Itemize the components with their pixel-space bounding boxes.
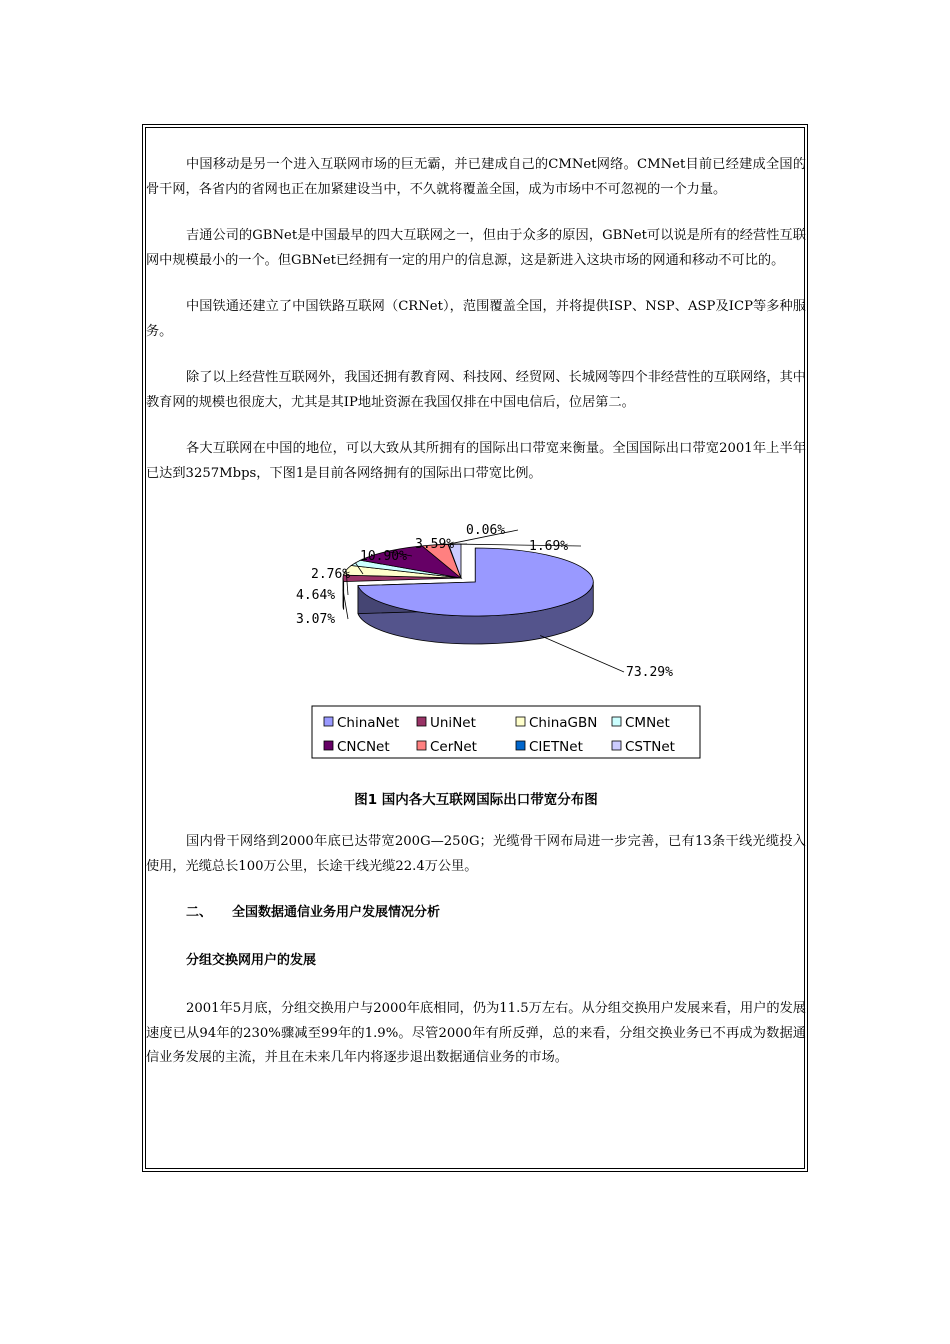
pie-label-chinanet: 73.29% [626,665,673,680]
legend-swatch-chinagbn [516,717,525,726]
pie-label-cernet: 3.59% [415,537,455,552]
legend-label-chinanet: ChinaNet [337,715,400,731]
section-title: 全国数据通信业务用户发展情况分析 [232,905,441,920]
bandwidth-pie-chart [146,498,806,770]
paragraph-gbnet: 吉通公司的GBNet是中国最早的四大互联网之一，但由于众多的原因，GBNet可以说是所有的经营性互联网中规模最小的一个。但GBNet已经拥有一定的用户的信息源，这是新进入这块市场的网通和移动不可比的。 [146,228,806,268]
subheading: 分组交换网用户的发展 [186,953,317,968]
paragraph-bandwidth-intro: 各大互联网在中国的地位，可以大致从其所拥有的国际出口带宽来衡量。全国国际出口带宽2001年上半年已达到3257Mbps，下图1是目前各网络拥有的国际出口带宽比例。 [146,441,806,481]
pie-label-uninet: 3.07% [296,612,336,627]
pie-label-cncnet: 10.90% [360,549,407,564]
pie-label-cstnet: 1.69% [529,539,569,554]
legend-swatch-uninet [417,717,426,726]
pie-label-chinagbn: 4.64% [296,588,336,603]
pie-label-cietnet: 0.06% [466,523,506,538]
legend-label-chinagbn: ChinaGBN [529,715,598,731]
pie-label-cmnet: 2.76% [311,567,351,582]
paragraph-nonprofit-networks: 除了以上经营性互联网外，我国还拥有教育网、科技网、经贸网、长城网等四个非经营性的互联网络，其中教育网的规模也很庞大，尤其是其IP地址资源在我国仅排在中国电信后，位居第二。 [146,370,806,410]
legend-label-cmnet: CMNet [625,715,670,731]
legend-label-uninet: UniNet [430,715,476,731]
legend-swatch-cstnet [612,741,621,750]
section-heading [186,901,806,925]
figure-caption: 图1 国内各大互联网国际出口带宽分布图 [354,792,598,808]
paragraph-backbone: 国内骨干网络到2000年底已达带宽200G—250G；光缆骨干网布局进一步完善，已有13条干线光缆投入使用，光缆总长100万公里，长途干线光缆22.4万公里。 [146,834,806,874]
legend-label-cernet: CerNet [430,739,477,755]
legend-label-cstnet: CSTNet [625,739,675,755]
paragraph-packet-switching: 2001年5月底，分组交换用户与2000年底相同，仍为11.5万左右。从分组交换用户发展来看，用户的发展速度已从94年的230%骤减至99年的1.9%。尽管2000年有所反弹，总的来看，分组交换业务已不再成为数据通信业务发展的主流，并且在未来几年内将逐步退出数据通信业务的市场。 [146,1001,806,1065]
pie-chart-svg [146,498,806,770]
legend-swatch-cncnet [324,741,333,750]
section-number: 二、 [186,905,213,920]
legend-swatch-cernet [417,741,426,750]
pie-leader-chinanet [540,636,624,672]
legend-swatch-chinanet [324,717,333,726]
paragraph-cmnet: 中国移动是另一个进入互联网市场的巨无霸，并已建成自己的CMNet网络。CMNet目前已经建成全国的骨干网，各省内的省网也正在加紧建设当中，不久就将覆盖全国，成为市场中不可忽视的一个力量。 [146,157,806,197]
document-frame [142,124,808,1172]
legend-label-cncnet: CNCNet [337,739,390,755]
legend-swatch-cmnet [612,717,621,726]
legend-swatch-cietnet [516,741,525,750]
document-content [146,153,806,1093]
paragraph-crnet: 中国铁通还建立了中国铁路互联网（CRNet），范围覆盖全国，并将提供ISP、NSP、ASP及ICP等多种服务。 [146,299,806,339]
legend-label-cietnet: CIETNet [529,739,583,755]
